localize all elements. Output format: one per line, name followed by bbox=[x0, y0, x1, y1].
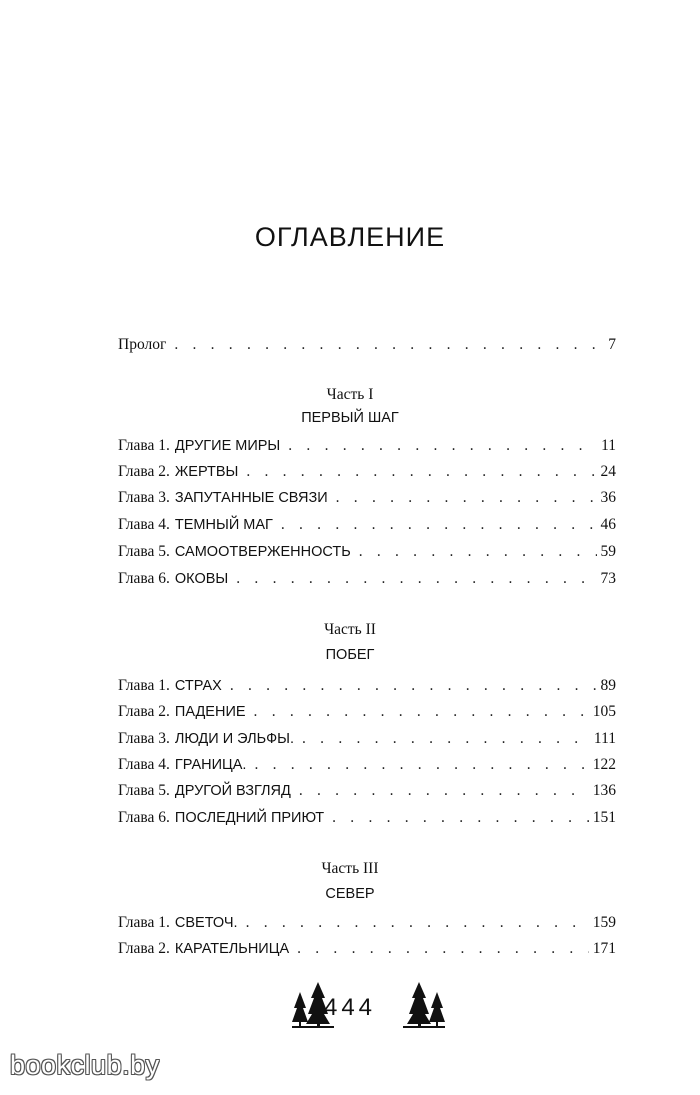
chapter-prefix: Глава 6. bbox=[118, 809, 170, 826]
chapter-prefix: Глава 4. bbox=[118, 516, 170, 533]
toc-entry bbox=[118, 782, 616, 800]
toc-entry bbox=[118, 730, 616, 748]
toc-page-number: 159 bbox=[592, 914, 616, 931]
toc-page-number: 36 bbox=[600, 489, 616, 506]
toc-entry bbox=[118, 940, 616, 958]
toc-entry bbox=[118, 516, 616, 534]
chapter-title: ОКОВЫ bbox=[174, 571, 229, 587]
chapter-title: ПОСЛЕДНИЙ ПРИЮТ bbox=[174, 810, 325, 826]
chapter-title: СТРАХ bbox=[174, 678, 222, 694]
leader-dots bbox=[332, 809, 589, 827]
chapter-prefix: Глава 1. bbox=[118, 677, 170, 694]
chapter-title: САМООТВЕРЖЕННОСТЬ bbox=[174, 544, 351, 560]
chapter-title: КАРАТЕЛЬНИЦА bbox=[174, 941, 290, 957]
chapter-prefix: Глава 2. bbox=[118, 463, 170, 480]
leader-dots bbox=[254, 703, 589, 721]
chapter-title: ПАДЕНИЕ bbox=[174, 704, 246, 720]
chapter-title: ТЕМНЫЙ МАГ bbox=[174, 517, 273, 533]
chapter-prefix: Глава 1. bbox=[118, 437, 170, 454]
leader-dots bbox=[230, 677, 597, 695]
chapter-title: СВЕТОЧ. bbox=[174, 915, 238, 931]
leader-dots bbox=[297, 940, 589, 958]
toc-page-number: 89 bbox=[600, 677, 616, 694]
chapter-title: ЗАПУТАННЫЕ СВЯЗИ bbox=[174, 490, 328, 506]
toc-page-number: 46 bbox=[600, 516, 616, 533]
chapter-title: ДРУГИЕ МИРЫ bbox=[174, 438, 281, 454]
leader-dots bbox=[359, 543, 597, 561]
leader-dots bbox=[174, 336, 604, 354]
toc-entry bbox=[118, 570, 616, 588]
leader-dots bbox=[336, 489, 597, 507]
toc-entry-prologue bbox=[118, 336, 616, 354]
toc-page-number: 24 bbox=[600, 463, 616, 480]
part-title: СЕВЕР bbox=[325, 886, 375, 902]
part-title: ПЕРВЫЙ ШАГ bbox=[301, 410, 399, 426]
chapter-title: ЖЕРТВЫ bbox=[174, 464, 239, 480]
leader-dots bbox=[236, 570, 596, 588]
toc-entry bbox=[118, 677, 616, 695]
toc-entry bbox=[118, 543, 616, 561]
toc-page-number: 105 bbox=[592, 703, 616, 720]
leader-dots bbox=[299, 782, 589, 800]
toc-page-number: 111 bbox=[593, 730, 616, 747]
chapter-prefix: Глава 3. bbox=[118, 730, 170, 747]
chapter-title: ЛЮДИ И ЭЛЬФЫ. bbox=[174, 731, 295, 747]
chapter-prefix: Глава 3. bbox=[118, 489, 170, 506]
leader-dots bbox=[302, 730, 590, 748]
toc-entry bbox=[118, 489, 616, 507]
chapter-prefix: Глава 6. bbox=[118, 570, 170, 587]
toc-entry bbox=[118, 756, 616, 774]
part-label: Часть I bbox=[326, 386, 374, 403]
chapter-title: ГРАНИЦА. bbox=[174, 757, 247, 773]
part-label: Часть III bbox=[321, 860, 379, 877]
page-footer bbox=[0, 982, 700, 1032]
toc-page-number: 122 bbox=[592, 756, 616, 773]
chapter-prefix: Глава 2. bbox=[118, 940, 170, 957]
toc-entry bbox=[118, 437, 616, 455]
chapter-prefix: Глава 1. bbox=[118, 914, 170, 931]
leader-dots bbox=[288, 437, 597, 455]
page-number: 444 bbox=[323, 994, 377, 1021]
leader-dots bbox=[246, 914, 589, 932]
toc-entry bbox=[118, 703, 616, 721]
toc-page-number: 73 bbox=[600, 570, 616, 587]
page-title: ОГЛАВЛЕНИЕ bbox=[254, 222, 446, 252]
chapter-prefix: Глава 2. bbox=[118, 703, 170, 720]
part-label: Часть II bbox=[324, 621, 376, 638]
toc-page-number: 11 bbox=[601, 437, 616, 454]
toc-entry-label: Пролог bbox=[118, 336, 167, 353]
pine-trees-icon bbox=[403, 982, 445, 1028]
leader-dots bbox=[254, 756, 588, 774]
chapter-prefix: Глава 4. bbox=[118, 756, 170, 773]
part-title: ПОБЕГ bbox=[325, 647, 375, 663]
toc-page-number: 151 bbox=[592, 809, 616, 826]
toc-page-number: 171 bbox=[592, 940, 616, 957]
leader-dots bbox=[246, 463, 596, 481]
site-watermark: bookclub.by bbox=[10, 1050, 160, 1080]
toc-entry bbox=[118, 914, 616, 932]
chapter-prefix: Глава 5. bbox=[118, 782, 170, 799]
toc-page-number: 136 bbox=[592, 782, 616, 799]
toc-page-number: 59 bbox=[600, 543, 616, 560]
toc-entry bbox=[118, 809, 616, 827]
leader-dots bbox=[281, 516, 597, 534]
chapter-prefix: Глава 5. bbox=[118, 543, 170, 560]
chapter-title: ДРУГОЙ ВЗГЛЯД bbox=[174, 783, 291, 799]
toc-entry bbox=[118, 463, 616, 481]
toc-page-number: 7 bbox=[608, 336, 616, 353]
